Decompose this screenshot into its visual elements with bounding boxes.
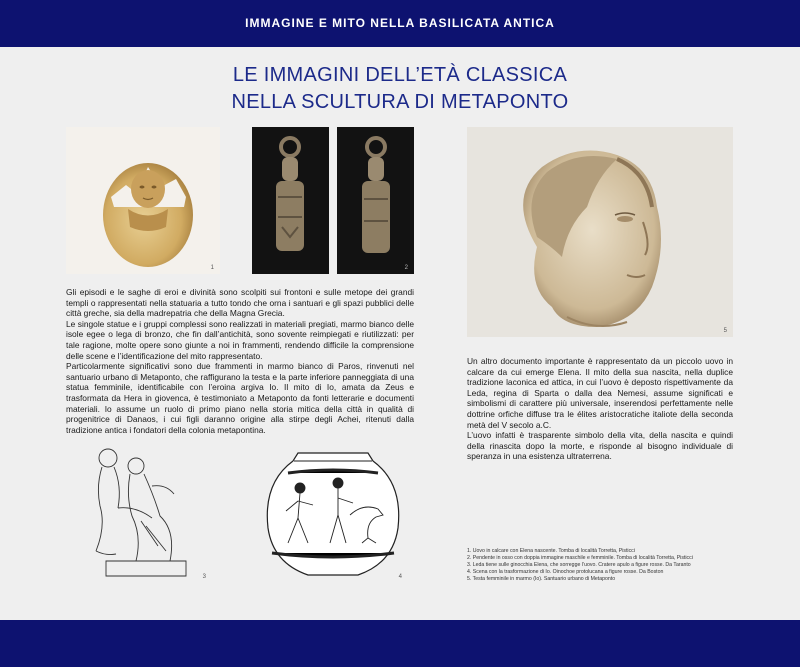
pendant-illustration-right [337,127,414,274]
marble-head-illustration [467,127,733,337]
footer-bar [0,620,800,667]
left-text-block [66,287,414,435]
figure-3-leda-drawing [66,436,212,583]
oinochoe-line-drawing [258,443,408,583]
figure-2-pendant-photo-left [252,127,329,274]
leda-line-drawing [66,436,212,583]
figure-1-number: 1 [210,265,214,271]
pendant-illustration-left [252,127,329,274]
figure-5-marble-head-photo [467,127,733,337]
right-paragraph-1: Un altro documento importante è rappresentato da un piccolo uovo in calcare da cui emerge Elena. Il mito della sua nascita, nella duplice tradizione laconica ed attica, in cui l’uovo è deposto rispettivamente da Leda, regina di Sparta o dalla dea Nemesi, assume significati e simbolismi di carattere più universale, inserendosi perfettamente nelle dottrine orfiche diffuse tra le élites aristocratiche italiote della seconda metà del V secolo a.C. [467,356,733,430]
figure-3-number: 3 [202,574,206,580]
figure-4-number: 4 [398,574,402,580]
left-paragraph-1: Gli episodi e le saghe di eroi e divinità sono scolpiti sui frontoni e sulle metope dei grandi templi o rappresentati nella statuaria a tutto tondo che orna i santuari e gli spazi pubblici delle città greche, sia della madrepatria che della Magna Grecia. [66,287,414,319]
page-title-line2: NELLA SCULTURA DI METAPONTO [231,91,569,113]
header-bar [0,0,800,47]
right-text-block [467,356,733,462]
page-title [0,62,800,116]
egg-illustration [66,127,220,274]
caption-3: 3. Leda tiene sulle ginocchia Elena, che sorregge l’uovo. Cratere apulo a figure rosse. Da Taranto [467,562,691,568]
figure-2-pendant-photo-right [337,127,414,274]
left-paragraph-3: Particolarmente significativi sono due frammenti in marmo bianco di Paros, rinvenuti nel santuario urbano di Metaponto, che raffigurano la testa e la parte inferiore panneggiata di una statua femminile, identificabile con l’eroina argiva Io. Il mito di Io, amata da Zeus e trasformata da Hera in giovenca, è testimoniato a Metaponto da fonti letterarie e documenti materiali. Io assume un ruolo di primo piano nella storia mitica della città in qualità di progenitrice di Danaos, i cui figli daranno origine alla stirpe degli Achei, ritenuti dalla tradizione antica i fondatori della colonia metapontina. [66,361,414,435]
figure-captions [467,548,767,583]
figure-2-number: 2 [404,265,408,271]
page-title-line1: LE IMMAGINI DELL’ETÀ CLASSICA [232,64,568,86]
header-title: IMMAGINE E MITO NELLA BASILICATA ANTICA [245,16,555,30]
figure-1-egg-photo [66,127,220,274]
right-paragraph-2: L’uovo infatti è trasparente simbolo della vita, della nascita e quindi della rinascita dopo la morte, e risponde al bisogno individuale di speranza in una esistenza ultraterrena. [467,430,733,462]
caption-1: 1. Uovo in calcare con Elena nascente. Tomba di località Torretta, Pisticci [467,548,635,554]
caption-5: 5. Testa femminile in marmo (Io). Santuario urbano di Metaponto [467,576,616,582]
figure-5-number: 5 [723,328,727,334]
caption-4: 4. Scena con la trasformazione di Io. Oinochoe protolucana a figure rosse. Da Boston [467,569,664,575]
figure-4-oinochoe-drawing [258,443,408,583]
caption-2: 2. Pendente in osso con doppia immagine maschile e femminile. Tomba di località Torretta, Pisticci [467,555,693,561]
left-paragraph-2: Le singole statue e i gruppi complessi sono realizzati in materiali pregiati, marmo bianco delle isole egee o lega di bronzo, che fin dall’antichità, sono sovente reimpiegati e riutilizzati: per tale ragione, molte opere sono giunte a noi in frammenti, rendendo difficile la comprensione delle scene e l’identificazione del mito rappresentato. [66,318,414,361]
